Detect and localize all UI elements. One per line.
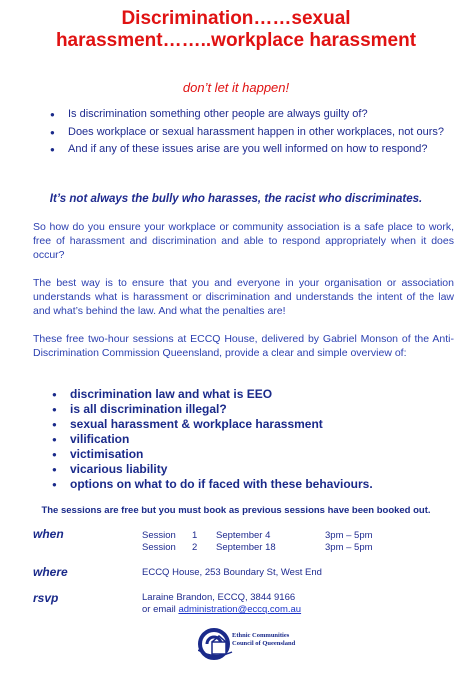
rsvp-contact: Laraine Brandon, ECCQ, 3844 9166 [142,592,296,603]
list-item: ● options on what to do if faced with these behaviours. [52,477,432,492]
list-item: ● Does workplace or sexual harassment happen in other workplaces, not ours? [50,126,445,140]
list-item: ● Is discrimination something other people are always guilty of? [50,108,445,122]
booking-notice: The sessions are free but you must book as previous sessions have been booked out. [41,505,431,516]
rsvp-email-line [142,604,301,616]
session-date: September 18 [216,542,276,553]
flyer-title [10,8,462,52]
rsvp-email-prefix: or email [142,604,179,615]
list-item: ● victimisation [52,447,432,462]
session-time: 3pm – 5pm [325,542,373,553]
when-label: when [33,527,64,541]
title-line-2: harassment……..workplace harassment [55,30,417,51]
paragraph-sessions: These free two-hour sessions at ECCQ House, delivered by Gabriel Monson of the Anti-Discrimination Commission Queensland, provide a clear and simple overview of: [33,333,454,359]
list-item: ● sexual harassment & workplace harassment [52,417,432,432]
session-date: September 4 [216,530,271,541]
logo-line-1: Ethnic Communities [232,632,290,639]
list-item: ● And if any of these issues arise are you well informed on how to respond? [50,143,445,157]
session-name: Session [142,530,176,541]
list-item: ● discrimination law and what is EEO [52,387,432,402]
session-number: 1 [192,530,198,541]
list-item: ● vilification [52,432,432,447]
list-item: ● is all discrimination illegal? [52,402,432,417]
logo-line-2: Council of Queensland [232,640,296,647]
title-line-1: Discrimination……sexual [121,8,351,29]
motto: It’s not always the bully who harasses, the racist who discriminates. [49,193,423,205]
email-link[interactable]: administration@eccq.com.au [178,604,302,615]
list-item: ● vicarious liability [52,462,432,477]
venue-address: ECCQ House, 253 Boundary St, West End [142,567,322,578]
session-time: 3pm – 5pm [325,530,373,541]
rsvp-label: rsvp [33,591,59,605]
tagline: don’t let it happen! [182,80,290,95]
paragraph-best-way: The best way is to ensure that you and everyone in your organisation or association understands what is harassment or discrimination and understands the intent of the law and what’s behind the law. And what the penalties are! [33,277,454,317]
logo-text [232,632,295,648]
question-list [50,108,445,161]
topic-list [52,387,432,492]
where-label: where [33,565,68,579]
session-name: Session [142,542,176,553]
paragraph-safe-place: So how do you ensure your workplace or community association is a safe place to work, free of harassment and discrimination and able to respond appropriately when it does occur? [33,221,454,261]
session-number: 2 [192,542,198,553]
